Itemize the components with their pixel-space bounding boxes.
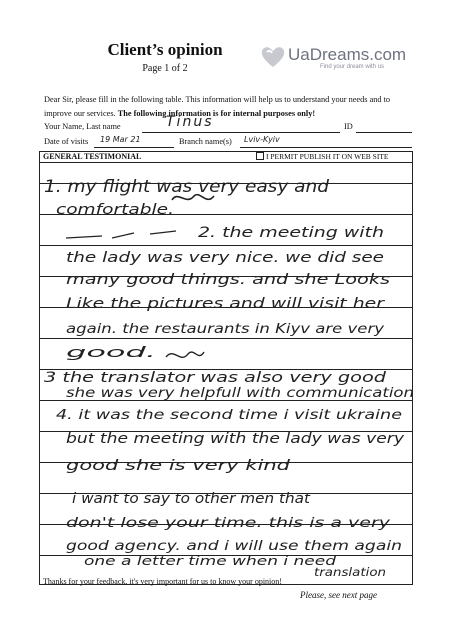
id-label: ID: [344, 122, 353, 131]
footer-thanks: Thanks for your feedback, it's very important for us to know your opinion!: [43, 577, 282, 586]
handwritten-line: the lady was very nice. we did see: [66, 250, 384, 266]
date-label: Date of visits: [44, 137, 89, 146]
handwritten-line: good.: [66, 345, 156, 361]
intro-line-1: Dear Sir, please fill in the following table. This information will help us to understand your needs and to: [44, 95, 391, 104]
page-indicator: Page 1 of 2: [142, 63, 188, 74]
handwritten-line: but the meeting with the lady was very: [66, 431, 405, 447]
branch-label: Branch name(s): [179, 137, 232, 146]
next-page-note: Please, see next page: [300, 590, 377, 600]
handwritten-line: translation: [314, 565, 386, 579]
name-field[interactable]: Tinus: [166, 114, 214, 130]
handwritten-line: good she is very kind: [66, 458, 291, 474]
strike-through: [66, 231, 176, 238]
handwritten-line: again. the restaurants in Kiyv are very: [66, 321, 386, 337]
handwritten-line: comfortable.: [56, 202, 174, 218]
handwritten-line: Like the pictures and will visit her: [66, 296, 386, 312]
handwritten-line: many good things. and she Looks: [66, 272, 390, 288]
publish-label: I PERMIT PUBLISH IT ON WEB SITE: [266, 152, 389, 161]
handwritten-line: 1. my flight was very easy and: [44, 177, 330, 196]
handwritten-line: good agency. and i will use them again: [66, 539, 402, 554]
handwritten-line: 4. it was the second time i visit ukraine: [56, 408, 403, 423]
scribble-mark: [166, 352, 204, 357]
testimonial-heading: GENERAL TESTIMONIAL: [43, 152, 142, 161]
handwritten-line: one a letter time when i need: [84, 554, 337, 568]
logo-tagline: Find your dream with us: [320, 64, 385, 70]
date-field[interactable]: 19 Mar 21: [100, 135, 141, 144]
logo-ua: Ua: [288, 45, 310, 64]
branch-field[interactable]: Lviv-Kyiv: [244, 135, 280, 144]
name-label: Your Name, Last name: [44, 122, 121, 131]
intro-internal-note: The following information is for internal purposes only!: [117, 109, 316, 118]
intro-line-2: improve our services.: [44, 109, 118, 118]
handwritten-line: 3 the translator was also very good: [44, 370, 387, 386]
handwritten-line: don't lose your time. this is a very: [66, 515, 392, 531]
handwritten-line: i want to say to other men that: [72, 491, 311, 507]
page-title: Client’s opinion: [107, 40, 223, 59]
handwritten-line: 2. the meeting with: [198, 225, 384, 241]
logo-brand: Dreams.com: [309, 45, 407, 64]
handwritten-line: she was very helpfull with communication: [66, 386, 414, 401]
